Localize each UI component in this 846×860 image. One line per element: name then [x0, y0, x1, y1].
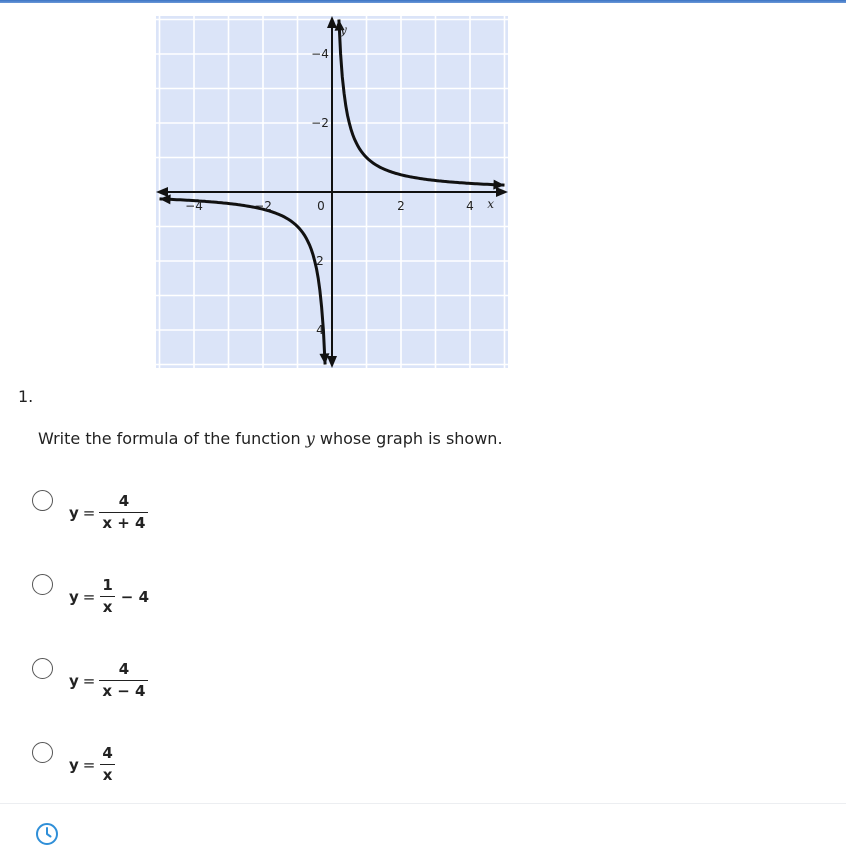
formula-lhs: y	[69, 755, 79, 774]
option-c-radio[interactable]	[32, 658, 53, 679]
y-tick-label: 2	[316, 254, 324, 268]
formula-equals: =	[82, 755, 96, 774]
option-d-radio[interactable]	[32, 742, 53, 763]
x-tick-label: 2	[397, 199, 405, 213]
x-tick-label: 0	[317, 199, 325, 213]
y-tick-label: −4	[311, 47, 329, 61]
option-a-formula	[69, 494, 153, 531]
option-b-radio[interactable]	[32, 574, 53, 595]
formula-lhs: y	[69, 671, 79, 690]
option-a[interactable]	[32, 490, 232, 546]
clock-icon-svg	[35, 822, 59, 846]
fraction-denominator: x + 4	[99, 512, 148, 531]
option-a-radio[interactable]	[32, 490, 53, 511]
formula-equals: =	[82, 671, 96, 690]
prompt-text-before: Write the formula of the function	[38, 429, 306, 448]
x-tick-label: −4	[185, 199, 203, 213]
prompt-variable: y	[305, 429, 315, 448]
formula-fraction	[99, 746, 115, 783]
y-tick-label: −2	[311, 116, 329, 130]
clock-icon[interactable]	[35, 822, 59, 846]
formula-fraction	[99, 578, 115, 615]
option-d-formula	[69, 746, 121, 783]
x-tick-label: −2	[254, 199, 272, 213]
y-axis-label: y	[340, 23, 347, 37]
y-tick-label: 4	[316, 323, 324, 337]
formula-equals: =	[82, 587, 96, 606]
question-prompt	[38, 429, 503, 448]
fraction-denominator: x	[100, 764, 116, 783]
x-axis-label: x	[487, 197, 495, 211]
fraction-numerator: 1	[102, 576, 113, 594]
option-b-formula	[69, 578, 149, 615]
fraction-denominator: x	[100, 596, 116, 615]
option-c[interactable]	[32, 658, 232, 714]
formula-lhs: y	[69, 503, 79, 522]
fraction-numerator: 4	[118, 492, 130, 510]
option-c-formula	[69, 662, 153, 699]
x-tick-label: 4	[466, 199, 474, 213]
formula-equals: =	[82, 503, 96, 522]
function-graph	[156, 16, 508, 368]
graph-svg	[156, 16, 508, 368]
formula-lhs: y	[69, 587, 79, 606]
fraction-numerator: 4	[118, 660, 130, 678]
prompt-text-after: whose graph is shown.	[314, 429, 503, 448]
formula-fraction	[99, 662, 148, 699]
top-accent-bar	[0, 0, 846, 3]
fraction-denominator: x − 4	[99, 680, 148, 699]
footer-divider	[0, 803, 846, 804]
formula-fraction	[99, 494, 148, 531]
fraction-numerator: 4	[102, 744, 113, 762]
formula-tail: − 4	[120, 587, 150, 606]
option-b[interactable]	[32, 574, 232, 630]
question-number: 1.	[18, 387, 34, 406]
option-d[interactable]	[32, 742, 232, 798]
